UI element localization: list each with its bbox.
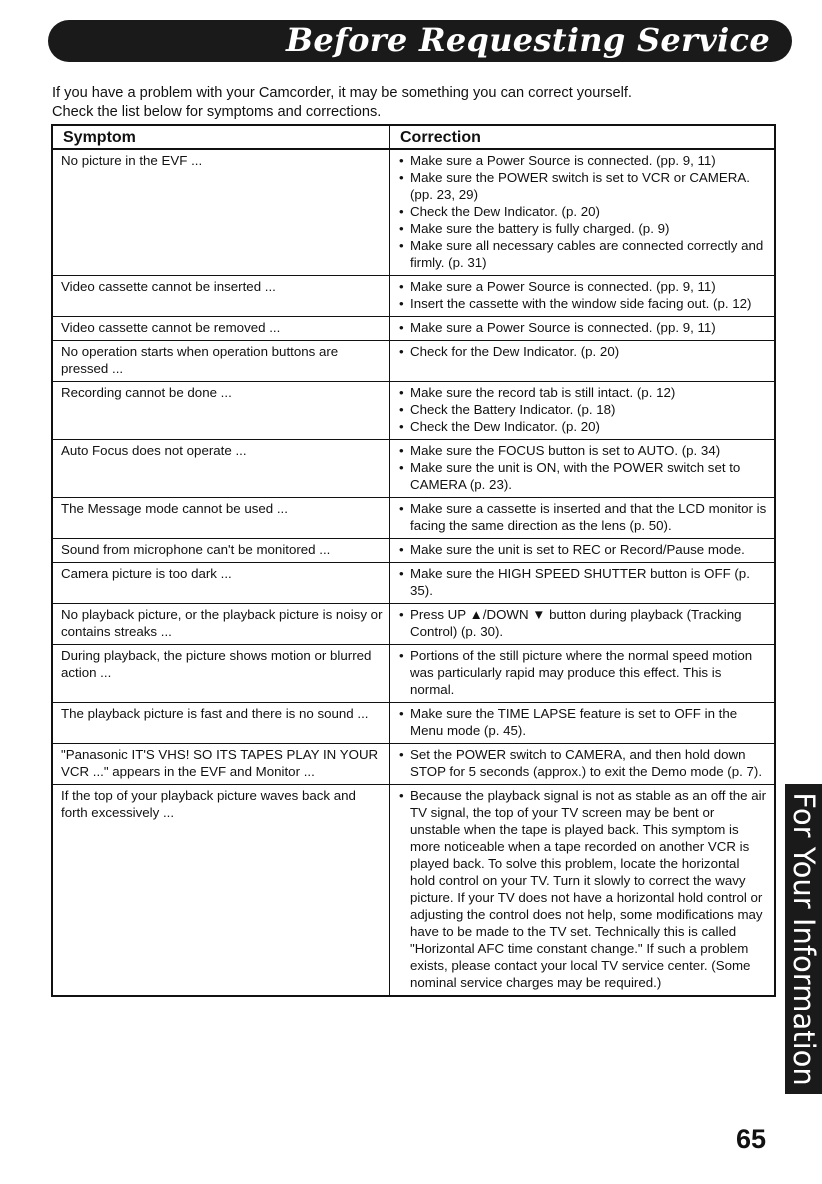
correction-item: • Make sure the TIME LAPSE feature is set to OFF in the Menu mode (p. 45).	[398, 705, 768, 739]
table-row	[52, 744, 775, 785]
correction-cell	[390, 498, 776, 539]
side-tab-label: For Your Information	[786, 792, 821, 1086]
correction-column-header: Correction	[390, 125, 776, 149]
table-row	[52, 149, 775, 276]
correction-list	[398, 565, 768, 599]
table-header-row	[52, 125, 775, 149]
correction-cell	[390, 317, 776, 341]
correction-item: • Make sure the POWER switch is set to VCR or CAMERA. (pp. 23, 29)	[398, 169, 768, 203]
correction-cell	[390, 276, 776, 317]
correction-item: • Check the Dew Indicator. (p. 20)	[398, 418, 768, 435]
correction-item: • Portions of the still picture where the normal speed motion was particularly rapid may produce this effect. This is normal.	[398, 647, 768, 698]
correction-item: • Make sure the unit is ON, with the POWER switch set to CAMERA (p. 23).	[398, 459, 768, 493]
symptom-cell: If the top of your playback picture waves back and forth excessively ...	[52, 785, 390, 997]
intro-line-2: Check the list below for symptoms and corrections.	[52, 104, 382, 120]
correction-item: • Make sure the record tab is still intact. (p. 12)	[398, 384, 768, 401]
table-row	[52, 276, 775, 317]
correction-item: • Make sure the HIGH SPEED SHUTTER button is OFF (p. 35).	[398, 565, 768, 599]
correction-item: • Make sure a Power Source is connected. (pp. 9, 11)	[398, 152, 768, 169]
symptom-cell: No operation starts when operation buttons are pressed ...	[52, 341, 390, 382]
symptom-cell: The playback picture is fast and there is no sound ...	[52, 703, 390, 744]
intro-text	[52, 84, 752, 122]
section-side-tab	[785, 784, 822, 1094]
correction-list	[398, 787, 768, 991]
table-row	[52, 382, 775, 440]
title-banner	[48, 20, 792, 62]
table-body	[52, 149, 775, 996]
intro-line-1: If you have a problem with your Camcorder, it may be something you can correct yourself.	[52, 85, 632, 101]
correction-cell	[390, 341, 776, 382]
troubleshooting-table	[51, 124, 776, 997]
symptom-cell: During playback, the picture shows motion or blurred action ...	[52, 645, 390, 703]
symptom-cell: Auto Focus does not operate ...	[52, 440, 390, 498]
correction-list	[398, 647, 768, 698]
symptom-cell: No picture in the EVF ...	[52, 149, 390, 276]
symptom-cell: Video cassette cannot be inserted ...	[52, 276, 390, 317]
correction-item: • Insert the cassette with the window side facing out. (p. 12)	[398, 295, 768, 312]
symptom-cell: Video cassette cannot be removed ...	[52, 317, 390, 341]
symptom-cell: The Message mode cannot be used ...	[52, 498, 390, 539]
correction-cell	[390, 149, 776, 276]
correction-list	[398, 705, 768, 739]
correction-item: • Make sure the battery is fully charged. (p. 9)	[398, 220, 768, 237]
correction-cell	[390, 703, 776, 744]
correction-cell	[390, 382, 776, 440]
correction-item: • Set the POWER switch to CAMERA, and then hold down STOP for 5 seconds (approx.) to exit the Demo mode (p. 7).	[398, 746, 768, 780]
correction-list	[398, 319, 768, 336]
table-row	[52, 317, 775, 341]
correction-cell	[390, 440, 776, 498]
correction-item: • Press UP ▲/DOWN ▼ button during playback (Tracking Control) (p. 30).	[398, 606, 768, 640]
correction-cell	[390, 539, 776, 563]
table-row	[52, 785, 775, 997]
correction-item: • Make sure a cassette is inserted and that the LCD monitor is facing the same direction as the lens (p. 50).	[398, 500, 768, 534]
page-number: 65	[736, 1124, 767, 1154]
correction-item: • Check the Dew Indicator. (p. 20)	[398, 203, 768, 220]
symptom-cell: Sound from microphone can't be monitored ...	[52, 539, 390, 563]
correction-cell	[390, 645, 776, 703]
correction-list	[398, 442, 768, 493]
correction-item: • Because the playback signal is not as stable as an off the air TV signal, the top of your TV screen may be bent or unstable when the tape is played back. This symptom is more noticeable when a tape recorded on another VCR is played back. To solve this problem, locate the horizontal hold control on your TV. Turn it slowly to correct the wavy picture. If your TV does not have a horizontal hold control or adjusting the control does not help, some modifications may have to be made to the TV set. Technically this is called "Horizontal AFC time constant change." If such a problem exists, please contact your local TV service center. (Some nominal service charges may be required.)	[398, 787, 768, 991]
correction-list	[398, 278, 768, 312]
correction-list	[398, 152, 768, 271]
table-row	[52, 341, 775, 382]
table-row	[52, 604, 775, 645]
table-row	[52, 703, 775, 744]
table-row	[52, 563, 775, 604]
symptom-column-header: Symptom	[52, 125, 390, 149]
correction-item: • Make sure the unit is set to REC or Record/Pause mode.	[398, 541, 768, 558]
correction-cell	[390, 563, 776, 604]
correction-list	[398, 384, 768, 435]
page-title: Before Requesting Service	[286, 21, 770, 59]
table-row	[52, 498, 775, 539]
symptom-cell: No playback picture, or the playback picture is noisy or contains streaks ...	[52, 604, 390, 645]
table-row	[52, 645, 775, 703]
symptom-cell: Camera picture is too dark ...	[52, 563, 390, 604]
correction-item: • Check for the Dew Indicator. (p. 20)	[398, 343, 768, 360]
correction-cell	[390, 604, 776, 645]
correction-list	[398, 606, 768, 640]
correction-item: • Make sure a Power Source is connected. (pp. 9, 11)	[398, 278, 768, 295]
correction-list	[398, 343, 768, 360]
correction-item: • Check the Battery Indicator. (p. 18)	[398, 401, 768, 418]
correction-list	[398, 541, 768, 558]
table-row	[52, 440, 775, 498]
symptom-cell: "Panasonic IT'S VHS! SO ITS TAPES PLAY IN YOUR VCR ..." appears in the EVF and Monitor ...	[52, 744, 390, 785]
correction-item: • Make sure a Power Source is connected. (pp. 9, 11)	[398, 319, 768, 336]
correction-cell	[390, 744, 776, 785]
correction-item: • Make sure all necessary cables are connected correctly and firmly. (p. 31)	[398, 237, 768, 271]
correction-list	[398, 500, 768, 534]
table-row	[52, 539, 775, 563]
correction-list	[398, 746, 768, 780]
correction-item: • Make sure the FOCUS button is set to AUTO. (p. 34)	[398, 442, 768, 459]
correction-cell	[390, 785, 776, 997]
symptom-cell: Recording cannot be done ...	[52, 382, 390, 440]
